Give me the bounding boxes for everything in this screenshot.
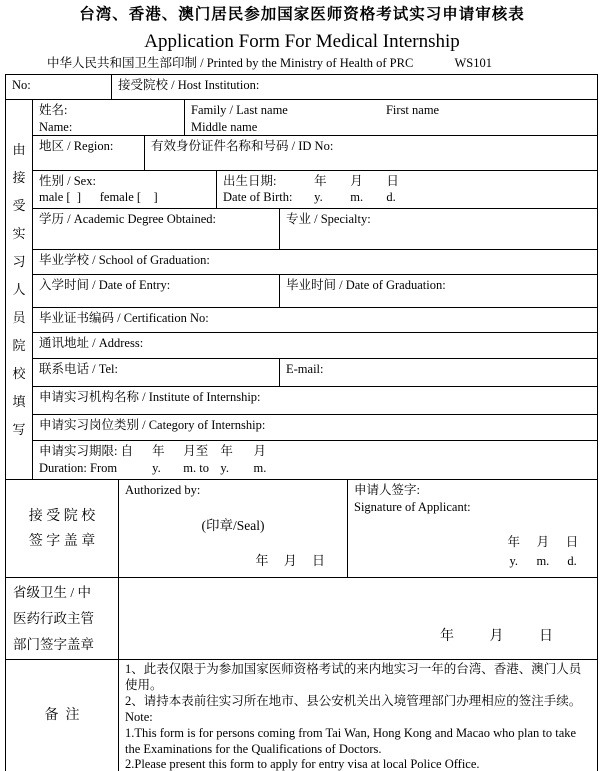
email-field: E-mail: [279, 359, 597, 386]
note-line: 2、请持本表前往实习所在地市、县公安机关出入境管理部门办理相应的签注手续。 [125, 693, 582, 708]
name-label-cn: 姓名: [39, 103, 68, 117]
row-duration [33, 441, 597, 479]
tel-field: 联系电话 / Tel: [39, 362, 118, 377]
date-unit: y. [509, 554, 519, 568]
graduation-date-field: 毕业时间 / Date of Graduation: [279, 275, 597, 307]
side-char: 填 [12, 393, 26, 409]
host-signature-label-line: 签 字 盖 章 [28, 533, 96, 549]
date-unit: m. [536, 554, 550, 568]
institute-field: 申请实习机构名称 / Institute of Internship: [39, 390, 261, 405]
row-address [33, 333, 597, 359]
notes-label: 备 注 [44, 708, 80, 724]
authorized-by-cell [118, 480, 347, 577]
row-notes [6, 660, 597, 771]
applicant-date-units [501, 533, 585, 571]
row-host-signature [6, 480, 597, 578]
duration-unit-en: m. to [183, 460, 209, 475]
sex-options: male [ ] female [ ] [39, 190, 158, 205]
duration-field [33, 441, 597, 479]
duration-unit-cn: 月至 [183, 444, 209, 459]
side-char: 员 [12, 309, 26, 325]
date-unit: d. [567, 554, 577, 568]
provincial-label-line: 医药行政主管 [13, 610, 94, 626]
provincial-label-line: 部门签字盖章 [13, 636, 94, 652]
birth-unit-day-en: d. [386, 190, 396, 205]
authorized-by-label: Authorized by: [125, 483, 201, 497]
birth-date-field [216, 171, 597, 208]
date-unit: 年 [507, 535, 520, 549]
side-char: 受 [12, 197, 26, 213]
birth-unit-month-en: m. [350, 190, 364, 205]
provincial-date-units [424, 629, 569, 646]
application-form-table [5, 74, 598, 771]
date-unit: 年 [440, 628, 454, 644]
id-number-field: 有效身份证件名称和号码 / ID No: [144, 136, 597, 170]
side-char: 接 [12, 169, 26, 185]
date-unit: 月 [283, 552, 297, 568]
seal-placeholder: (印章/Seal) [201, 518, 265, 533]
side-vertical-label [6, 100, 33, 479]
side-char: 人 [12, 281, 26, 297]
row-sex-birth [33, 171, 597, 209]
entry-date-field: 入学时间 / Date of Entry: [39, 277, 171, 292]
authorized-date-units [250, 553, 332, 570]
host-institution-field: 接受院校 / Host Institution: [111, 75, 597, 99]
form-title-english: Application Form For Medical Internship [144, 31, 460, 52]
certification-field: 毕业证书编码 / Certification No: [39, 310, 209, 325]
body-block [6, 100, 597, 480]
form-code: WS101 [454, 56, 492, 70]
provincial-signature-area [118, 578, 597, 659]
name-parts-cell [184, 100, 597, 135]
specialty-field: 专业 / Specialty: [279, 209, 597, 249]
date-unit: 日 [539, 628, 553, 644]
row-certification [33, 308, 597, 334]
category-field: 申请实习岗位类别 / Category of Internship: [39, 418, 266, 433]
provincial-label-line: 省级卫生 / 中 [13, 584, 92, 600]
side-char: 由 [12, 141, 26, 157]
side-char: 实 [12, 225, 26, 241]
side-char: 习 [12, 253, 26, 269]
side-char: 校 [12, 365, 26, 381]
birth-label-en: Date of Birth: [223, 190, 293, 205]
duration-unit-cn: 年 [220, 444, 233, 459]
note-line: Note: [125, 709, 153, 724]
birth-unit-year-cn: 年 [314, 173, 327, 188]
duration-unit-cn: 年 [152, 444, 165, 459]
date-unit: 月 [489, 628, 504, 644]
row-school [33, 250, 597, 275]
printed-by-line [0, 56, 604, 71]
birth-unit-year-en: y. [314, 190, 323, 205]
date-unit: 日 [311, 552, 325, 568]
birth-unit-day-cn: 日 [386, 173, 399, 188]
sex-field [33, 171, 216, 208]
row-tel-email [33, 359, 597, 387]
note-line: 2.Please present this form to apply for entry visa at local Police Office. [125, 757, 480, 771]
degree-field: 学历 / Academic Degree Obtained: [39, 211, 217, 226]
date-unit: 日 [565, 535, 579, 549]
applicant-signature-label-cn: 申请人签字: [354, 483, 420, 497]
host-signature-label [6, 480, 118, 577]
no-field: No: [12, 78, 31, 92]
row-category [33, 415, 597, 441]
duration-label-cn: 申请实习期限: 自 [39, 444, 134, 459]
row-degree-specialty [33, 209, 597, 250]
row-entry-graduation [33, 275, 597, 308]
date-unit: 月 [536, 535, 550, 549]
duration-unit-en: y. [152, 460, 161, 475]
applicant-signature-label-en: Signature of Applicant: [354, 499, 471, 514]
name-label-cell [33, 100, 184, 135]
row-provincial-signature [6, 578, 597, 660]
side-char: 写 [12, 421, 26, 437]
birth-unit-month-cn: 月 [350, 173, 363, 188]
printed-by-text: 中华人民共和国卫生部印制 / Printed by the Ministry of Health of PRC [47, 56, 414, 70]
duration-unit-cn: 月 [253, 444, 267, 459]
date-unit: 年 [255, 552, 269, 568]
duration-label-en: Duration: From [39, 460, 118, 475]
form-title-chinese: 台湾、香港、澳门居民参加国家医师资格考试实习申请审核表 [79, 6, 525, 23]
duration-unit-en: m. [253, 460, 267, 475]
name-label-en: Name: [39, 119, 73, 134]
address-field: 通讯地址 / Address: [39, 336, 144, 351]
row-region-id [33, 136, 597, 171]
provincial-label [6, 578, 118, 659]
applicant-signature-cell [347, 480, 597, 577]
notes-content [118, 660, 597, 771]
host-signature-label-line: 接 受 院 校 [28, 508, 96, 524]
middle-name-label: Middle name [191, 119, 258, 134]
row-no-host [6, 75, 597, 100]
birth-label-cn: 出生日期: [223, 173, 277, 188]
note-line: 1.This form is for persons coming from Tai Wan, Hong Kong and Macao who plan to take the Examinations for the Qualifications of Doctors. [125, 725, 577, 756]
side-char: 院 [12, 337, 26, 353]
row-name [33, 100, 597, 136]
note-line: 1、此表仅限于为参加国家医师资格考试的来内地实习一年的台湾、香港、澳门人员使用。 [125, 662, 582, 692]
first-name-label: First name [385, 103, 440, 117]
body-rows [33, 100, 597, 479]
school-field: 毕业学校 / School of Graduation: [39, 252, 210, 267]
family-name-label: Family / Last name [191, 103, 288, 117]
sex-label: 性别 / Sex: [39, 173, 96, 188]
duration-unit-en: y. [220, 460, 229, 475]
row-institute [33, 387, 597, 415]
region-field: 地区 / Region: [39, 139, 114, 153]
